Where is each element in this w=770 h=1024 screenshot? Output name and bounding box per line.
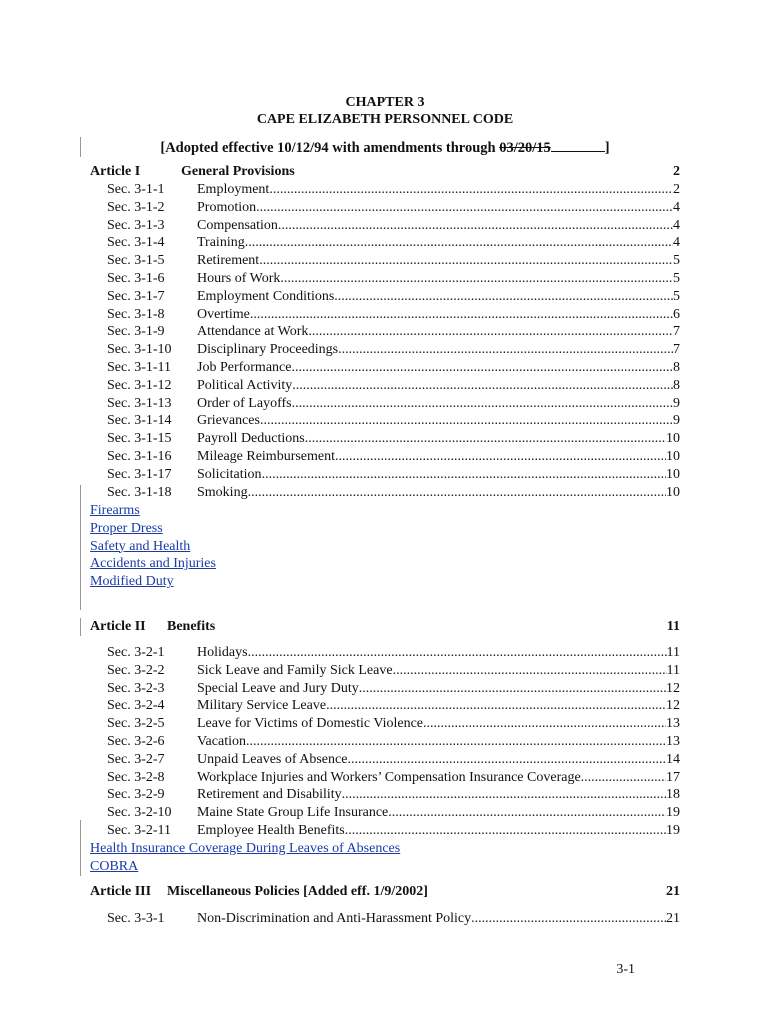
section-title: Special Leave and Jury Duty	[197, 680, 359, 696]
section-number: Sec. 3-2-6	[107, 734, 165, 749]
toc-entry[interactable]	[107, 430, 680, 448]
toc-entry[interactable]	[107, 395, 680, 413]
dot-leader	[248, 484, 666, 502]
section-number: Sec. 3-2-3	[107, 680, 165, 696]
section-page: 9	[673, 413, 680, 429]
toc-entry[interactable]	[107, 181, 680, 199]
section-number: Sec. 3-1-17	[107, 466, 172, 482]
article-title: Benefits	[167, 619, 216, 634]
dot-leader	[262, 466, 666, 484]
section-title: Employee Health Benefits	[197, 823, 345, 838]
adoption-prefix: [Adopted effective 10/12/94 with amendments through	[160, 140, 500, 156]
toc-entry[interactable]	[107, 662, 680, 680]
toc-entry[interactable]	[107, 769, 680, 787]
toc-link[interactable]: Proper Dress	[90, 520, 163, 536]
dot-leader	[388, 804, 666, 822]
dot-leader	[347, 751, 666, 769]
section-title: Military Service Leave	[197, 698, 327, 714]
section-number: Sec. 3-1-18	[107, 484, 172, 500]
dot-leader	[245, 234, 673, 252]
adoption-suffix: ]	[604, 140, 610, 156]
dot-leader	[335, 448, 666, 466]
toc-entry[interactable]	[107, 252, 680, 270]
change-bar	[80, 485, 81, 610]
dot-leader	[292, 377, 673, 395]
dot-leader	[581, 769, 666, 787]
section-page: 7	[673, 342, 680, 358]
article-title: Miscellaneous Policies [Added eff. 1/9/2002]	[167, 884, 428, 899]
article-heading	[90, 884, 680, 900]
toc-entry[interactable]	[107, 341, 680, 359]
dot-leader	[246, 733, 666, 751]
section-page: 11	[666, 645, 680, 660]
toc-link[interactable]: Safety and Health	[90, 538, 191, 554]
section-number: Sec. 3-1-4	[107, 235, 165, 251]
toc-entry[interactable]	[107, 412, 680, 430]
dot-leader	[260, 412, 673, 430]
section-page: 19	[666, 805, 680, 821]
section-title: Unpaid Leaves of Absence	[197, 751, 348, 767]
toc-entry[interactable]	[107, 199, 680, 217]
dot-leader	[342, 786, 666, 804]
toc-entry[interactable]	[107, 323, 680, 341]
dot-leader	[334, 288, 673, 306]
toc-entry[interactable]	[107, 377, 680, 395]
section-page: 10	[666, 431, 680, 447]
section-page: 21	[666, 911, 680, 926]
section-page: 4	[673, 217, 680, 233]
section-title: Retirement	[197, 253, 260, 269]
section-page: 8	[673, 377, 680, 393]
toc-entry[interactable]	[107, 697, 680, 715]
toc-entry[interactable]	[107, 751, 680, 769]
article-label: Article II	[90, 619, 146, 634]
section-number: Sec. 3-1-14	[107, 413, 172, 429]
toc-entry[interactable]	[107, 466, 680, 484]
dot-leader	[278, 217, 673, 235]
dot-leader	[359, 680, 666, 698]
section-page: 13	[666, 716, 680, 732]
section-title: Payroll Deductions	[197, 431, 305, 447]
section-page: 7	[673, 324, 680, 340]
section-number: Sec. 3-2-7	[107, 751, 165, 767]
section-page: 11	[666, 662, 680, 678]
toc-entry[interactable]	[107, 822, 680, 840]
toc-entry[interactable]	[107, 910, 680, 928]
toc-link[interactable]: Accidents and Injuries	[90, 556, 216, 572]
toc-entry[interactable]	[107, 786, 680, 804]
section-title: Maine State Group Life Insurance	[197, 805, 389, 821]
section-page: 5	[673, 253, 680, 269]
change-bar	[80, 618, 81, 636]
section-title: Employment Conditions	[197, 288, 335, 304]
section-title: Leave for Victims of Domestic Violence	[197, 716, 424, 732]
section-title: Workplace Injuries and Workers’ Compensation Insurance Coverage	[197, 769, 581, 785]
article-page: 11	[666, 619, 680, 634]
toc-entry[interactable]	[107, 680, 680, 698]
section-title: Sick Leave and Family Sick Leave	[197, 662, 393, 678]
chapter-heading: CHAPTER 3	[345, 95, 425, 110]
section-number: Sec. 3-1-15	[107, 431, 172, 447]
struck-date: 03/20/15	[499, 140, 551, 156]
dot-leader	[345, 822, 666, 840]
section-page: 12	[666, 680, 680, 696]
section-number: Sec. 3-2-9	[107, 787, 165, 803]
section-page: 4	[673, 235, 680, 251]
dot-leader	[308, 323, 673, 341]
section-page: 14	[666, 751, 680, 767]
section-title: Training	[197, 235, 245, 251]
section-number: Sec. 3-2-8	[107, 769, 165, 785]
code-title: CAPE ELIZABETH PERSONNEL CODE	[256, 112, 514, 127]
section-page: 10	[666, 484, 680, 500]
toc-entry[interactable]	[107, 359, 680, 377]
toc-link[interactable]: Health Insurance Coverage During Leaves of Absences	[90, 841, 401, 856]
change-bar	[80, 820, 81, 876]
dot-leader	[471, 910, 666, 928]
toc-entry[interactable]	[107, 270, 680, 288]
toc-entry[interactable]	[107, 306, 680, 324]
article-heading	[90, 164, 680, 180]
toc-link[interactable]: COBRA	[90, 858, 139, 874]
section-page: 2	[673, 182, 680, 197]
section-page: 19	[666, 823, 680, 838]
dot-leader	[250, 306, 673, 324]
section-page: 10	[666, 466, 680, 482]
dot-leader	[326, 697, 666, 715]
toc-entry[interactable]	[107, 715, 680, 733]
dot-leader	[248, 644, 667, 662]
section-page: 5	[673, 288, 680, 304]
section-page: 5	[673, 271, 680, 286]
section-number: Sec. 3-2-2	[107, 662, 165, 678]
section-title: Solicitation	[197, 466, 262, 482]
section-number: Sec. 3-2-1	[107, 645, 165, 660]
section-title: Order of Layoffs	[197, 395, 292, 411]
dot-leader	[259, 252, 673, 270]
section-number: Sec. 3-1-7	[107, 288, 165, 304]
toc-link[interactable]: Firearms	[90, 503, 140, 518]
section-page: 12	[666, 698, 680, 714]
dot-leader	[292, 395, 673, 413]
toc-entry[interactable]	[107, 448, 680, 466]
dot-leader	[280, 270, 673, 288]
article-title: General Provisions	[181, 164, 295, 179]
toc-link[interactable]: Modified Duty	[90, 574, 174, 590]
section-number: Sec. 3-1-3	[107, 217, 165, 233]
section-number: Sec. 3-1-6	[107, 271, 165, 286]
section-title: Holidays	[197, 645, 248, 660]
section-page: 8	[673, 360, 680, 375]
dot-leader	[305, 430, 666, 448]
dot-leader	[338, 341, 673, 359]
section-title: Job Performance	[197, 360, 292, 375]
section-title: Grievances	[197, 413, 260, 429]
section-page: 6	[673, 306, 680, 322]
section-page: 18	[666, 787, 680, 803]
section-page: 13	[666, 734, 680, 749]
toc-entry[interactable]	[107, 804, 680, 822]
section-title: Political Activity	[197, 377, 293, 393]
section-title: Attendance at Work	[197, 324, 309, 340]
section-page: 17	[666, 769, 680, 785]
section-number: Sec. 3-1-13	[107, 395, 172, 411]
section-page: 10	[666, 449, 680, 464]
dot-leader	[393, 662, 667, 680]
section-number: Sec. 3-1-5	[107, 253, 165, 269]
section-title: Retirement and Disability	[197, 787, 342, 803]
section-number: Sec. 3-2-5	[107, 716, 165, 732]
dot-leader	[256, 199, 673, 217]
section-number: Sec. 3-1-11	[107, 360, 172, 375]
section-number: Sec. 3-1-8	[107, 306, 165, 322]
section-page: 4	[673, 199, 680, 215]
article-heading	[90, 619, 680, 635]
section-title: Smoking	[197, 484, 248, 500]
toc-entry[interactable]	[107, 234, 680, 252]
toc-entry[interactable]	[107, 644, 680, 662]
toc-entry[interactable]	[107, 217, 680, 235]
section-number: Sec. 3-1-10	[107, 342, 172, 358]
section-number: Sec. 3-1-12	[107, 377, 172, 393]
section-title: Promotion	[197, 199, 257, 215]
section-number: Sec. 3-2-4	[107, 698, 165, 714]
article-page: 2	[673, 164, 680, 179]
section-page: 9	[673, 395, 680, 411]
section-title: Overtime	[197, 306, 250, 322]
page-number: 3-1	[616, 962, 635, 977]
section-title: Mileage Reimbursement	[197, 449, 336, 464]
adoption-note	[0, 139, 770, 157]
toc-entry[interactable]	[107, 733, 680, 751]
section-number: Sec. 3-1-16	[107, 449, 172, 464]
section-number: Sec. 3-3-1	[107, 911, 165, 926]
dot-leader	[423, 715, 666, 733]
section-title: Vacation	[197, 734, 246, 749]
toc-entry[interactable]	[107, 288, 680, 306]
section-number: Sec. 3-1-1	[107, 182, 165, 197]
section-title: Non-Discrimination and Anti-Harassment Policy	[197, 911, 472, 926]
dot-leader	[291, 359, 673, 377]
section-title: Employment	[197, 182, 270, 197]
section-number: Sec. 3-1-9	[107, 324, 165, 340]
section-title: Disciplinary Proceedings	[197, 342, 339, 358]
section-number: Sec. 3-1-2	[107, 199, 165, 215]
section-number: Sec. 3-2-11	[107, 823, 172, 838]
section-title: Compensation	[197, 217, 278, 233]
section-title: Hours of Work	[197, 271, 281, 286]
blank-line	[551, 139, 605, 152]
change-bar	[80, 137, 81, 157]
section-number: Sec. 3-2-10	[107, 805, 172, 821]
article-label: Article I	[90, 164, 141, 179]
toc-entry[interactable]	[107, 484, 680, 502]
article-label: Article III	[90, 884, 152, 899]
article-page: 21	[666, 884, 680, 899]
dot-leader	[269, 181, 673, 199]
